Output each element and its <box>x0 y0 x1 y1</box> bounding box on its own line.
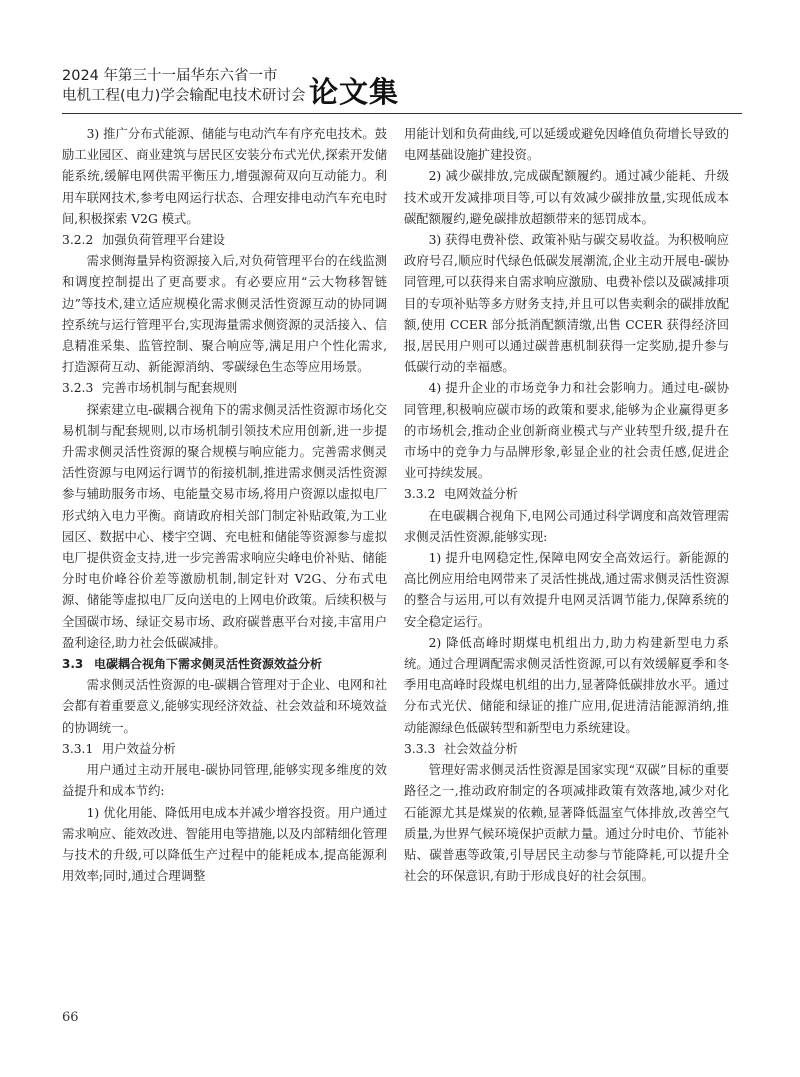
subsection-heading <box>62 378 387 399</box>
section-number: 3.3.2 <box>404 487 436 502</box>
body-paragraph: 1) 提升电网稳定性,保障电网安全高效运行。新能源的高比例应用给电网带来了灵活性挑战,通过需求侧灵活性资源的整合与运用,可以有效提升电网灵活调节能力,保障系统的安全稳定运行。 <box>404 551 729 629</box>
body-paragraph: 3) 获得电费补偿、政策补贴与碳交易收益。为积极响应政府号召,顺应时代绿色低碳发展潮流,企业主动开展电-碳协同管理,可以获得来自需求响应激励、电费补偿以及碳减排项目的专项补贴等多方财务支持,并且可以售卖剩余的碳排放配额,使用 CCER 部分抵消配额清缴,出售 CCER 获得经济回报,居民用户则可以通过碳普惠机制获得一定奖励,提升参与低碳行动的幸福感。 <box>404 233 729 375</box>
body-paragraph: 探索建立电-碳耦合视角下的需求侧灵活性资源市场化交易机制与配套规则,以市场机制引领技术应用创新,进一步提升需求侧灵活性资源的聚合规模与响应能力。完善需求侧灵活性资源与电网运行调节的衔接机制,推进需求侧灵活性资源参与辅助服务市场、电能量交易市场,将用户资源以虚拟电厂形式纳入电力平衡。商请政府相关部门制定补贴政策,为工业园区、数据中心、楼宇空调、充电桩和储能等资源参与虚拟电厂提供资金支持,进一步完善需求响应尖峰电价补贴、储能分时电价峰谷价差等激励机制,制定针对 V2G、分布式电源、储能等虚拟电厂反向送电的上网电价政策。后续积极与全国碳市场、绿证交易市场、政府碳普惠平台对接,丰富用户盈利途径,助力社会低碳减排。 <box>62 402 387 650</box>
proceedings-label: 论文集 <box>309 75 400 109</box>
section-title: 用户效益分析 <box>102 741 176 756</box>
subsection-heading <box>62 739 387 760</box>
page-number: 66 <box>62 1010 79 1025</box>
body-paragraph: 3) 推广分布式能源、储能与电动汽车有序充电技术。鼓励工业园区、商业建筑与居民区安装分布式光伏,探索开发储能系统,缓解电网供需平衡压力,增强源荷双向互动能力。利用车联网技术,参考电网运行状态、合理安排电动汽车充电时间,积极探索 V2G 模式。 <box>62 127 387 226</box>
header-divider <box>62 113 742 114</box>
body-paragraph: 需求侧海量异构资源接入后,对负荷管理平台的在线监测和调度控制提出了更高要求。有必要应用“云大物移智链边”等技术,建立适应规模化需求侧灵活性资源互动的协同调控系统与运行管理平台,实现海量需求侧资源的灵活接入、信息精准采集、监管控制、聚合响应等,满足用户个性化需求,打造源荷互动、新能源消纳、零碳绿色生态等应用场景。 <box>62 254 387 375</box>
section-number: 3.2.3 <box>62 381 94 396</box>
subsection-heading <box>404 739 729 760</box>
body-paragraph: 需求侧灵活性资源的电-碳耦合管理对于企业、电网和社会都有着重要意义,能够实现经济效益、社会效益和环境效益的协调统一。 <box>62 678 387 735</box>
section-heading <box>62 654 387 675</box>
right-column <box>404 124 729 887</box>
section-title: 完善市场机制与配套规则 <box>102 381 238 396</box>
section-title: 电碳耦合视角下需求侧灵活性资源效益分析 <box>94 657 323 672</box>
conference-title-line1: 2024 年第三十一届华东六省一市 <box>62 68 278 84</box>
conference-title <box>62 66 305 106</box>
section-number: 3.3.1 <box>62 741 94 756</box>
body-paragraph: 2) 降低高峰时期煤电机组出力,助力构建新型电力系统。通过合理调配需求侧灵活性资源,可以有效缓解夏季和冬季用电高峰时段煤电机组的出力,显著降低碳排放水平。通过分布式光伏、储能和绿证的推广应用,促进清洁能源消纳,推动能源绿色低碳转型和新型电力系统建设。 <box>404 635 729 735</box>
body-paragraph: 在电碳耦合视角下,电网公司通过科学调度和高效管理需求侧灵活性资源,能够实现: <box>404 508 729 544</box>
body-paragraph: 用户通过主动开展电-碳协同管理,能够实现多维度的效益提升和成本节约: <box>62 763 387 799</box>
body-paragraph: 1) 优化用能、降低用电成本并减少增容投资。用户通过需求响应、能效改进、智能用电等措施,以及内部精细化管理与技术的升级,可以降低生产过程中的能耗成本,提高能源利用效率;同时,通过合理调整 <box>62 805 387 884</box>
section-title: 电网效益分析 <box>444 487 518 502</box>
body-paragraph: 管理好需求侧灵活性资源是国家实现“双碳”目标的重要路径之一,推动政府制定的各项减排政策有效落地,减少对化石能源尤其是煤炭的依赖,显著降低温室气体排放,改善空气质量,为世界气候环境保护贡献力量。通过分时电价、节能补贴、碳普惠等政策,引导居民主动参与节能降耗,可以提升全社会的环保意识,有助于形成良好的社会氛围。 <box>404 763 729 884</box>
left-column <box>62 124 387 887</box>
section-number: 3.3.3 <box>404 741 436 756</box>
body-paragraph: 用能计划和负荷曲线,可以延缓或避免因峰值负荷增长导致的电网基础设施扩建投资。 <box>404 127 729 163</box>
body-paragraph: 2) 减少碳排放,完成碳配额履约。通过减少能耗、升级技术或开发减排项目等,可以有效减少碳排放量,实现低成本碳配额履约,避免碳排放超额带来的惩罚成本。 <box>404 169 729 226</box>
subsection-heading <box>62 230 387 251</box>
body-paragraph: 4) 提升企业的市场竞争力和社会影响力。通过电-碳协同管理,积极响应碳市场的政策和要求,能够为企业赢得更多的市场机会,推动企业创新商业模式与产业转型升级,提升在市场中的竞争力与品牌形象,彰显企业的社会责任感,促进企业可持续发展。 <box>404 381 729 481</box>
subsection-heading <box>404 484 729 505</box>
section-number: 3.3 <box>62 657 84 672</box>
conference-title-line2: 电机工程(电力)学会输配电技术研讨会 <box>62 88 306 104</box>
section-number: 3.2.2 <box>62 233 94 248</box>
page-header <box>62 66 742 108</box>
section-title: 加强负荷管理平台建设 <box>102 233 225 248</box>
section-title: 社会效益分析 <box>444 741 518 756</box>
